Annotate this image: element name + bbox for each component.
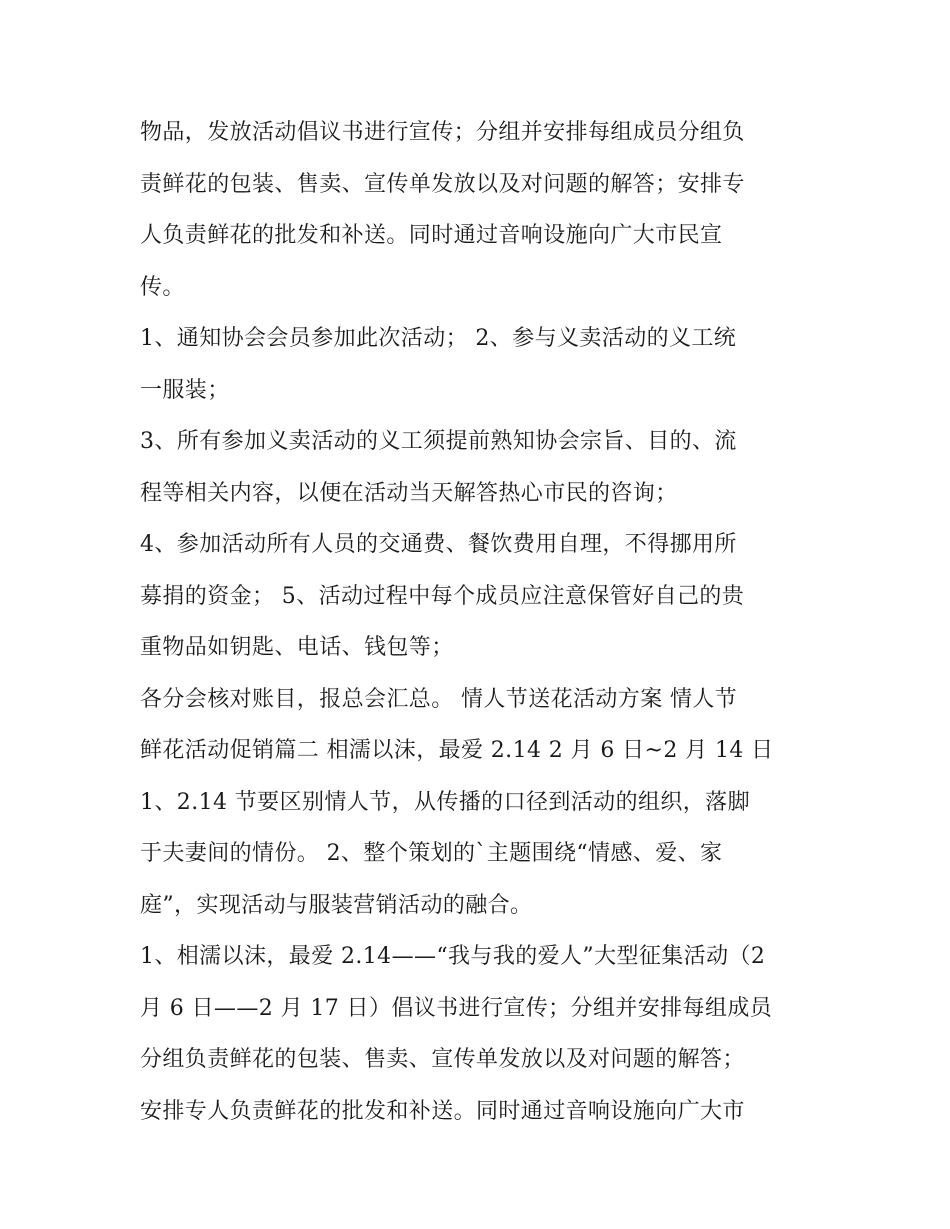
text-line: 人负责鲜花的批发和补送。同时通过音响设施向广大市民宣 — [140, 223, 723, 248]
text-line: 募捐的资金； 5、活动过程中每个成员应注意保管好自己的贵 — [140, 583, 745, 609]
text-line: 传。 — [140, 274, 185, 300]
text-line: 物品，发放活动倡议书进行宣传；分组并安排每组成员分组负 — [140, 120, 745, 145]
text-line: 4、参加活动所有人员的交通费、餐饮费用自理，不得挪用所 — [140, 532, 737, 557]
text-line: 重物品如钥匙、电话、钱包等； — [140, 635, 454, 660]
text-line: 责鲜花的包装、售卖、宣传单发放以及对问题的解答；安排专 — [140, 171, 745, 197]
text-line: 安排专人负责鲜花的批发和补送。同时通过音响设施向广大市 — [140, 1098, 745, 1124]
body-text — [140, 107, 820, 1137]
text-line: 庭”，实现活动与服装营销活动的融合。 — [140, 892, 533, 918]
text-line: 1、通知协会会员参加此次活动； 2、参与义卖活动的义工统 — [140, 326, 737, 351]
text-line: 1、2.14 节要区别情人节，从传播的口径到活动的组织，落脚 — [140, 789, 750, 815]
text-line: 于夫妻间的情份。 2、整个策划的`主题围绕“情感、爱、家 — [140, 841, 723, 866]
text-line: 各分会核对账目，报总会汇总。 情人节送花活动方案 情人节 — [140, 686, 738, 712]
text-line: 程等相关内容，以便在活动当天解答热心市民的咨询； — [140, 480, 678, 506]
text-line: 3、所有参加义卖活动的义工须提前熟知协会宗旨、目的、流 — [140, 429, 737, 454]
text-line: 月 6 日——2 月 17 日）倡议书进行宣传；分组并安排每组成员 — [140, 995, 773, 1021]
text-line: 鲜花活动促销篇二 相濡以沫，最爱 2.14 2 月 6 日~2 月 14 日 — [140, 738, 774, 763]
text-line: 1、相濡以沫，最爱 2.14——“我与我的爱人”大型征集活动（2 — [140, 944, 766, 969]
text-line: 分组负责鲜花的包装、售卖、宣传单发放以及对问题的解答； — [140, 1047, 745, 1072]
text-line: 一服装； — [140, 377, 230, 403]
